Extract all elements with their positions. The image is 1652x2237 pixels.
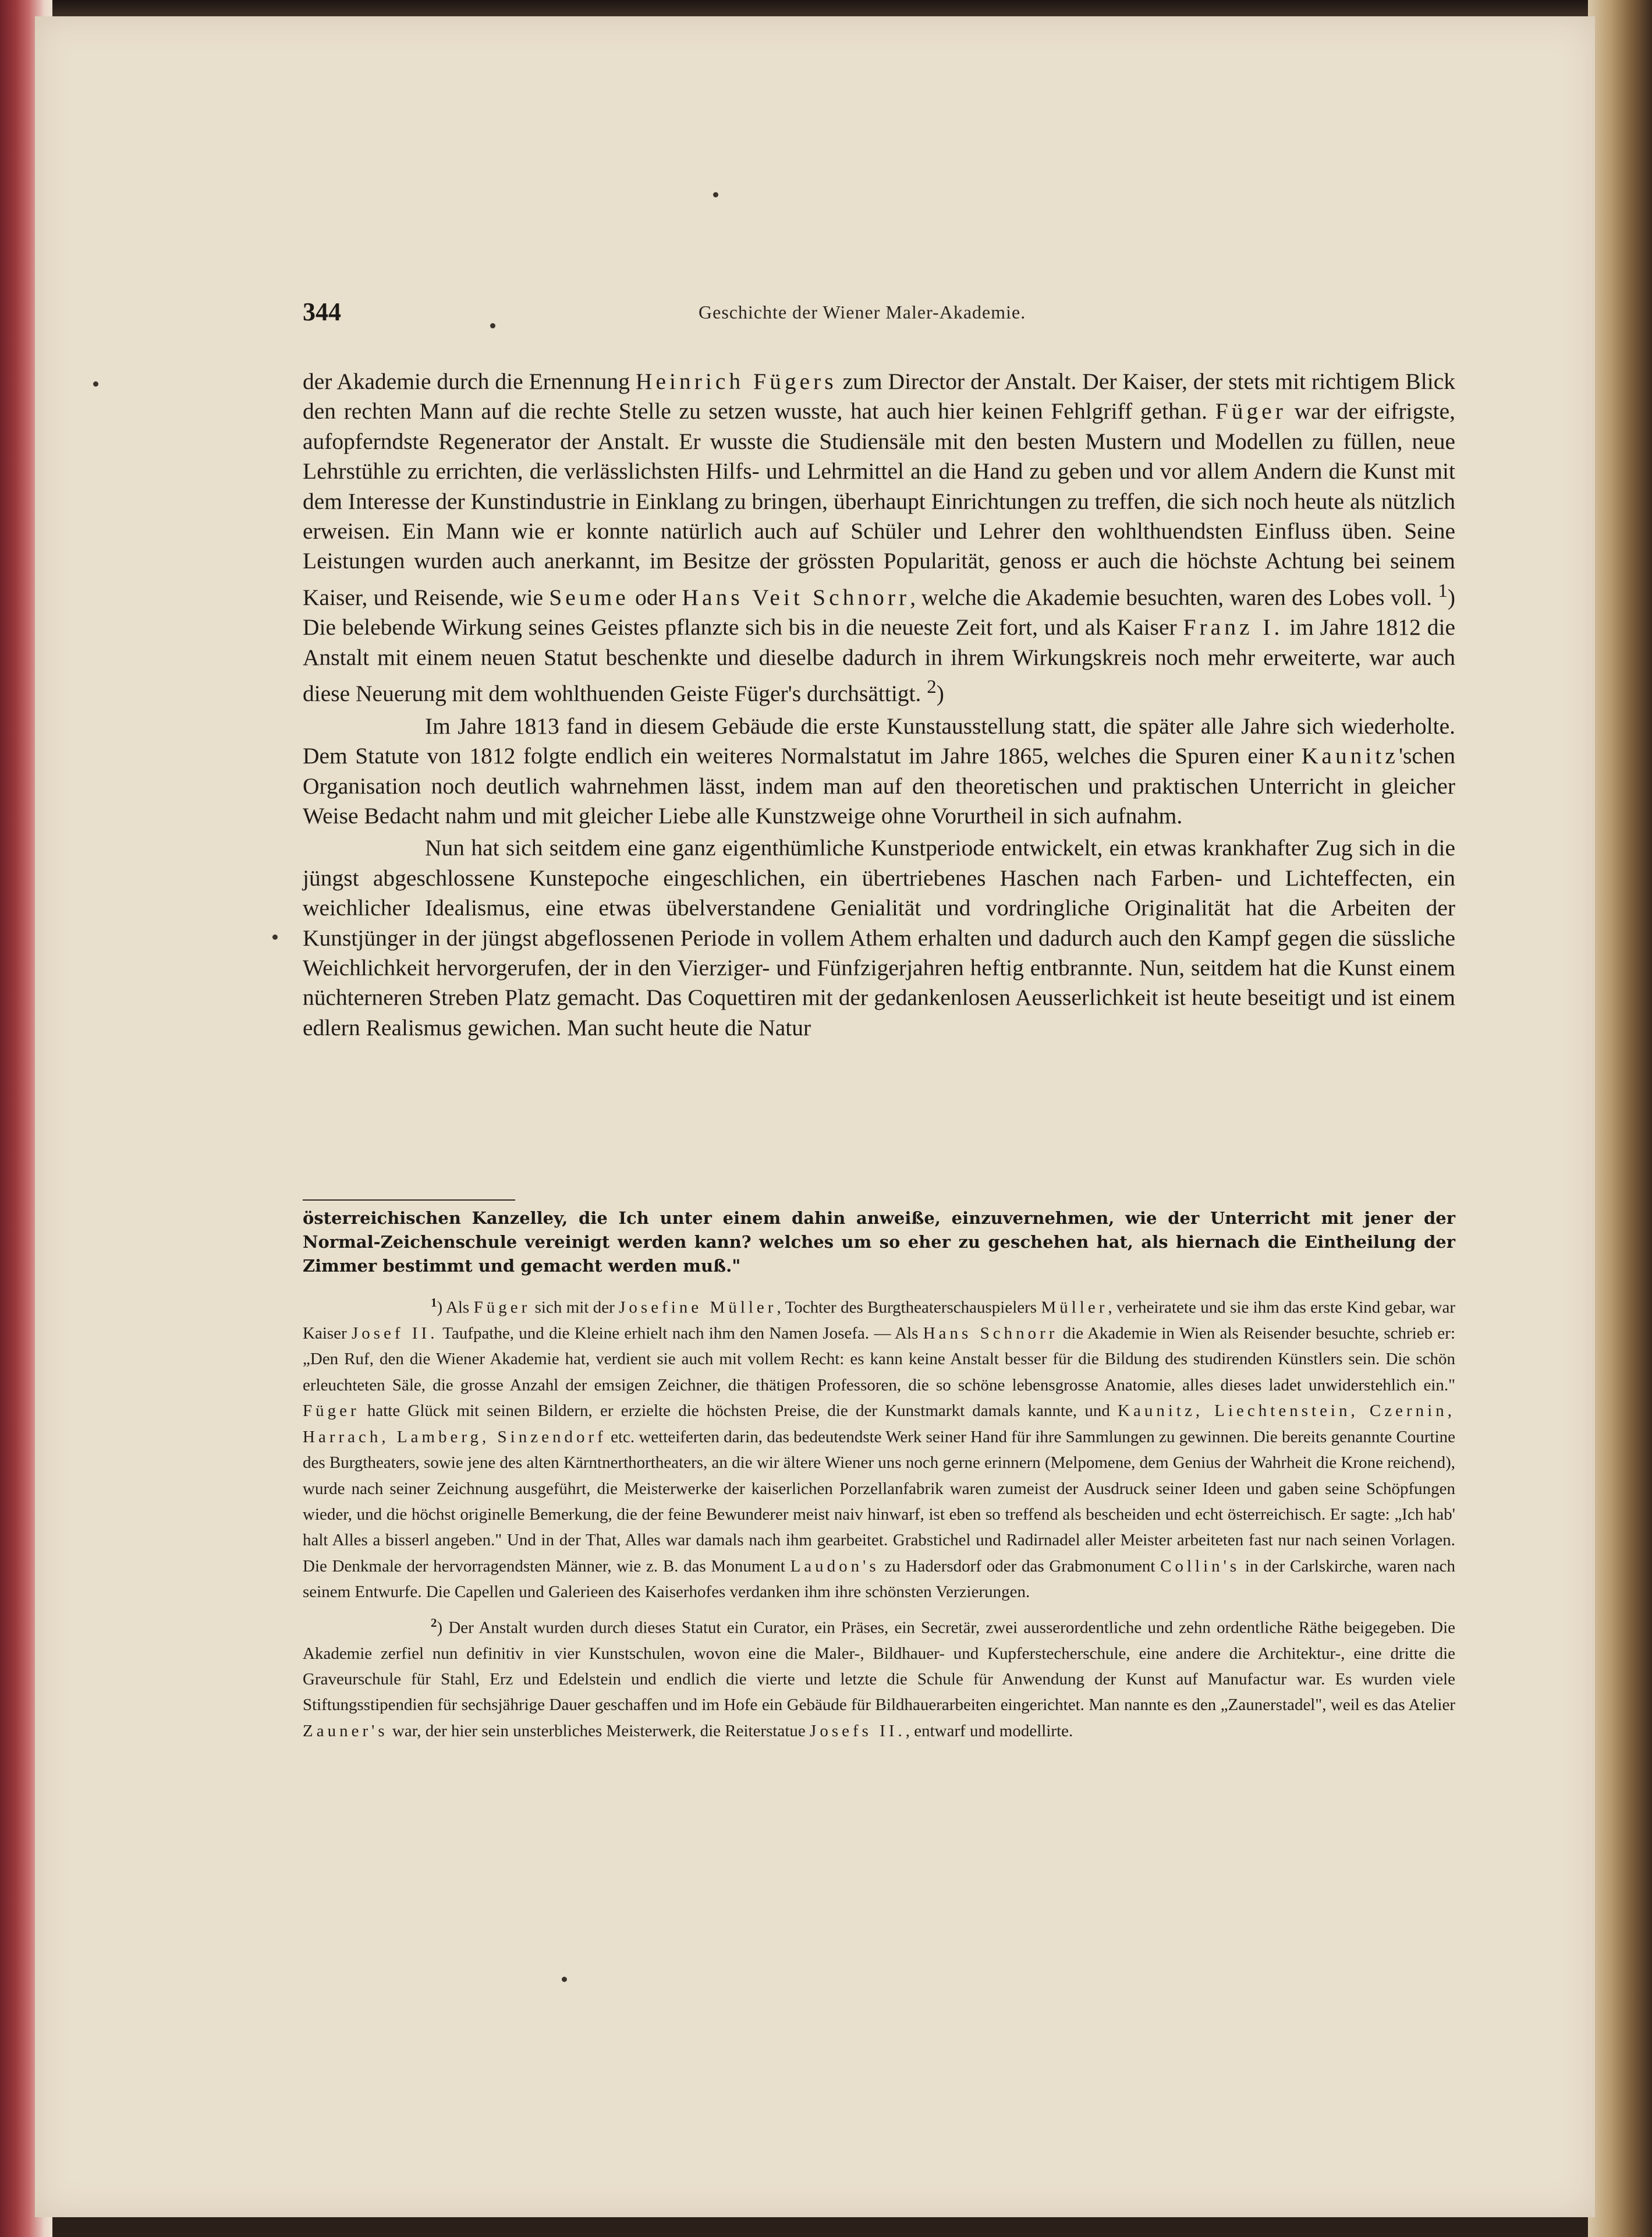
page-number: 344 (303, 298, 341, 326)
footnote-ref-2: 2 (927, 677, 937, 698)
print-speck (272, 935, 278, 940)
footnote-2: $^2$) Der Anstalt wurden durch dieses Statut ein Curator, ein Präses, ein Secretär, zwei ausserordentliche und zehn ordentliche Räthe beigegeben. Die Akademie zerfiel nun definitiv in vier Kunstschulen, wovon eine die Maler-, Bildhauer- und Kupferstecherschule, eine andere die Architektur-, eine dritte die Graveurschule für Stahl, Erz und Edelstein und endlich die vierte und letzte die Schule für Anwendung der Kunst auf Manufactur war. Es wurden viele Stiftungsstipendien für sechsjährige Dauer geschaffen und im Hofe ein Gebäude für Bildhauerarbeiten eingerichtet. Man nannte es den „Zaunerstadel", weil es das Atelier Zauner's war, der hier sein unsterbliches Meisterwerk, die Reiterstatue Josefs II., entwarf und modellirte. (303, 1615, 1455, 1740)
footnote-separator (303, 1199, 515, 1201)
paragraph-1: der Akademie durch die Ernennung Heinrich Fügers zum Director der Anstalt. Der Kaiser, der stets mit richtigem Blick den rechten Mann auf die rechte Stelle zu setzen wusste, hat auch hier keinen Fehlgriff gethan. Füger war der eifrigste, aufopferndste Regenerator der Anstalt. Er wusste die Studiensäle mit den besten Mustern und Modellen zu füllen, neue Lehrstühle zu errichten, die verlässlichsten Hilfs- und Lehrmittel an die Hand zu geben und vor allem Andern die Kunst mit dem Interesse der Kunstindustrie in Einklang zu bringen, überhaupt Einrichtungen zu treffen, die sich noch heute als nützlich erweisen. Ein Mann wie er konnte natürlich auch auf Schüler und Lehrer den wohlthuendsten Einfluss üben. Seine Leistungen wurden auch anerkannt, im Besitze der grössten Popularität, genoss er auch die höchste Achtung bei seinem Kaiser, und Reisende, wie Seume oder Hans Veit Schnorr, welche die Akademie besuchten, waren des Lobes voll. $^1$) Die belebende Wirkung seines Geistes pflanzte sich bis in die neueste Zeit fort, und als Kaiser Franz I. im Jahre 1812 die Anstalt mit einem neuen Statut beschenkte und dieselbe dadurch in ihrem Wirkungskreis noch mehr erweiterte, war auch diese Neuerung mit dem wohlthuenden Geiste Füger's durchsättigt. $^2$) (303, 369, 1456, 707)
main-text (303, 367, 1455, 1043)
print-speck (93, 381, 98, 387)
footnote-1: $^1$) Als Füger sich mit der Josefine Müller, Tochter des Burgtheaterschauspielers Müller, verheiratete und sie ihm das erste Kind gebar, war Kaiser Josef II. Taufpathe, und die Kleine erhielt nach ihm den Namen Josefa. — Als Hans Schnorr die Akademie in Wien als Reisender besuchte, schrieb er: „Den Ruf, den die Wiener Akademie hat, verdient sie auch mit vollem Recht: es kann keine Anstalt besser für die Bildung des studirenden Künstlers sein. Die schön erleuchteten Säle, die grosse Anzahl der emsigen Zeichner, die thätigen Professoren, die so schöne lebensgrosse Anatomie, alles dieses ladet unwiderstehlich ein." Füger hatte Glück mit seinen Bildern, er erzielte die höchsten Preise, die der Kunstmarkt damals kannte, und Kaunitz, Liechtenstein, Czernin, Harrach, Lamberg, Sinzendorf etc. wetteiferten darin, das bedeutendste Werk seiner Hand für ihre Sammlungen zu gewinnen. Die bereits genannte Courtine des Burgtheaters, sowie jene des alten Kärntnerthortheaters, an die wir ältere Wiener uns noch gerne erinnern (Melpomene, dem Genius der Wahrheit die Krone reichend), wurde nach seiner Zeichnung ausgeführt, die Meisterwerke der kaiserlichen Porzellanfabrik waren zumeist der Ausdruck seiner Ideen und gaben seine Schöpfungen wieder, und die höchst originelle Bemerkung, die der feine Bewunderer meist naiv hinwarf, ist eben so treffend als bescheiden und echt österreichisch. Er sagte: „Ich hab' halt Alles a bisserl angeben." Und in der That, Alles war damals nach ihm gearbeitet. Grabstichel und Radirnadel aller Meister arbeiteten fast nur nach seinen Vorlagen. Die Denkmale der hervorragendsten Männer, wie z. B. das Monument Laudon's zu Hadersdorf oder das Grabmonument Collin's in der Carlskirche, waren nach seinem Entwurfe. Die Capellen und Galerieen des Kaiserhofes verdanken ihm ihre schönsten Verzierungen. (303, 1296, 1456, 1602)
book-edge-right (1588, 0, 1652, 2237)
paragraph-2: Im Jahre 1813 fand in diesem Gebäude die erste Kunstausstellung statt, die später alle Jahre sich wiederholte. Dem Statute von 1812 folgte endlich ein weiteres Normalstatut im Jahre 1865, welches die Spuren einer Kaunitz'schen Organisation noch deutlich wahrnehmen lässt, indem man auf den theoretischen und praktischen Unterricht in gleicher Weise Bedacht nahm und mit gleicher Liebe alle Kunstzweige ohne Vorurtheil in sich aufnahm. (303, 713, 1455, 829)
running-head-title: Geschichte der Wiener Maler-Akademie. (699, 302, 1026, 323)
running-head (303, 297, 1141, 332)
paragraph-3: Nun hat sich seitdem eine ganz eigenthümliche Kunstperiode entwickelt, ein etwas krankhafter Zug sich in die jüngst abgeschlossene Kunstepoche eingeschlichen, ein übertriebenes Haschen nach Farben- und Lichteffecten, ein weichlicher Idealismus, eine etwas übelverstandene Genialität und vordringliche Originalität hat die Arbeiten der Kunstjünger in der jüngst abgeflossenen Periode in vollem Athem erhalten und dadurch auch den Kampf gegen die süssliche Weichlichkeit hervorgerufen, der in den Vierziger- und Fünfzigerjahren heftig entbrannte. Nun, seitdem hat die Kunst einem nüchterneren Streben Platz gemacht. Das Coquettiren mit der gedankenlosen Aeusserlichkeit ist heute beseitigt und ist einem edlern Realismus gewichen. Man sucht heute die Natur (303, 835, 1455, 1040)
book-page (35, 16, 1595, 2217)
fraktur-quote-continuation: österreichischen Kanzelley, die Ich unter einem dahin anweiße, einzuvernehmen, wie der Unterricht mit jener der Normal-Zeichenschule vereinigt werden kann? welches um so eher zu geschehen hat, als hiernach die Eintheilung der Zimmer bestimmt und gemacht werden muß." (303, 1208, 1455, 1276)
print-speck (490, 323, 495, 328)
footnote-ref-1: 1 (1438, 580, 1448, 601)
print-speck (713, 192, 718, 197)
footnotes (303, 1290, 1455, 1744)
print-speck (562, 1977, 567, 1982)
